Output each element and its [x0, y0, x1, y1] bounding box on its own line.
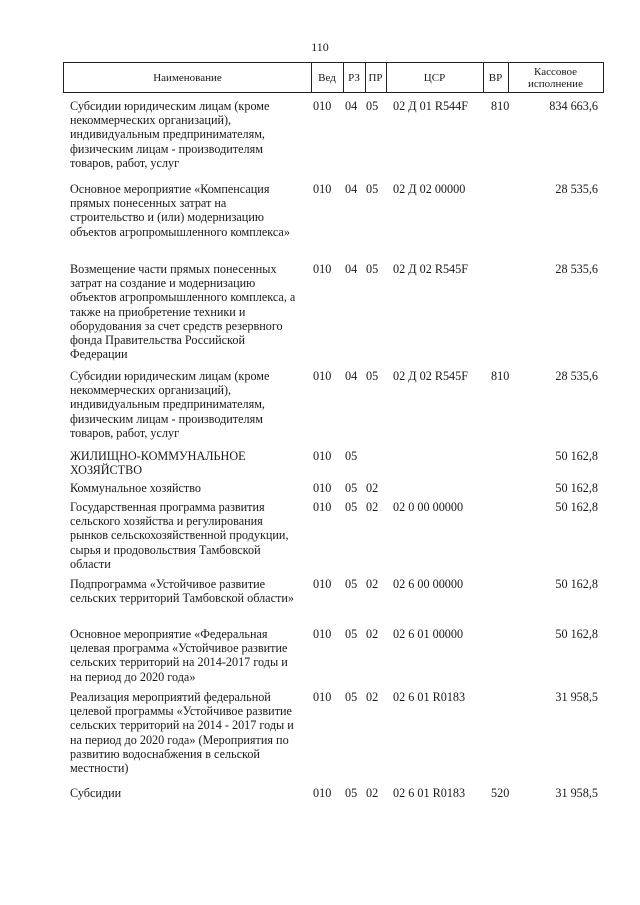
row-csr: 02 Д 02 R545F: [393, 369, 469, 383]
row-rz: 05: [345, 500, 358, 514]
header-name: Наименование: [64, 63, 312, 92]
header-pr: ПР: [365, 63, 387, 92]
page-number: 110: [311, 40, 329, 54]
row-name: Основное мероприятие «Компенсация прямых понесенных затрат на строительство и (или) модернизацию объектов агропромышленного комплекса»: [70, 182, 290, 239]
row-pr: 02: [366, 627, 379, 641]
row-ved: 010: [313, 182, 332, 196]
row-rz: 04: [345, 182, 358, 196]
table-header: [63, 62, 604, 93]
row-pr: 02: [366, 577, 379, 591]
header-amount: Кассовое исполнение: [528, 65, 583, 90]
row-amount: 834 663,6: [549, 99, 598, 113]
row-rz: 04: [345, 369, 358, 383]
row-csr: 02 0 00 00000: [393, 500, 464, 514]
row-amount: 50 162,8: [555, 449, 598, 463]
row-ved: 010: [313, 786, 332, 800]
row-name: Коммунальное хозяйство: [70, 481, 201, 495]
row-rz: 05: [345, 577, 358, 591]
row-ved: 010: [313, 481, 332, 495]
header-ved: Вед: [311, 63, 344, 92]
row-amount: 28 535,6: [555, 182, 598, 196]
row-pr: 05: [366, 182, 379, 196]
row-amount: 28 535,6: [555, 369, 598, 383]
row-amount: 31 958,5: [555, 786, 598, 800]
row-ved: 010: [313, 690, 332, 704]
row-name: Субсидии юридическим лицам (кроме некоммерческих организаций), индивидуальным предпринимателям, физическим лицам - производителям товаров, работ, услуг: [70, 369, 270, 440]
row-name: Субсидии: [70, 786, 122, 800]
row-rz: 05: [345, 690, 358, 704]
row-csr: 02 Д 02 R545F: [393, 262, 469, 276]
row-ved: 010: [313, 369, 332, 383]
row-pr: 05: [366, 99, 379, 113]
row-ved: 010: [313, 449, 332, 463]
row-pr: 05: [366, 262, 379, 276]
header-rz: РЗ: [343, 63, 366, 92]
header-csr: ЦСР: [386, 63, 484, 92]
row-csr: 02 Д 02 00000: [393, 182, 466, 196]
header-vr: ВР: [483, 63, 509, 92]
row-pr: 02: [366, 690, 379, 704]
row-name: Субсидии юридическим лицам (кроме некоммерческих организаций), индивидуальным предпринимателям, физическим лицам - производителям товаров, работ, услуг: [70, 99, 270, 170]
row-amount: 31 958,5: [555, 690, 598, 704]
row-ved: 010: [313, 577, 332, 591]
row-name: Возмещение части прямых понесенных затрат на создание и модернизацию объектов агропромышленного комплекса, а также на приобретение техники и оборудования за счет средств резервного фонда Правительства Российской Федерации: [70, 262, 296, 362]
row-amount: 50 162,8: [555, 500, 598, 514]
row-ved: 010: [313, 99, 332, 113]
row-rz: 05: [345, 449, 358, 463]
row-name: ЖИЛИЩНО-КОММУНАЛЬНОЕ ХОЗЯЙСТВО: [70, 449, 246, 478]
row-rz: 04: [345, 262, 358, 276]
row-rz: 05: [345, 481, 358, 495]
row-amount: 50 162,8: [555, 481, 598, 495]
row-amount: 28 535,6: [555, 262, 598, 276]
row-amount: 50 162,8: [555, 577, 598, 591]
row-csr: 02 6 00 00000: [393, 577, 464, 591]
row-rz: 05: [345, 627, 358, 641]
row-amount: 50 162,8: [555, 627, 598, 641]
row-rz: 05: [345, 786, 358, 800]
row-vr: 810: [491, 99, 510, 113]
row-csr: 02 6 01 R0183: [393, 786, 466, 800]
row-pr: 02: [366, 500, 379, 514]
row-csr: 02 6 01 R0183: [393, 690, 466, 704]
row-ved: 010: [313, 627, 332, 641]
row-vr: 520: [491, 786, 510, 800]
row-pr: 02: [366, 786, 379, 800]
row-vr: 810: [491, 369, 510, 383]
row-pr: 05: [366, 369, 379, 383]
row-csr: 02 Д 01 R544F: [393, 99, 469, 113]
row-pr: 02: [366, 481, 379, 495]
row-rz: 04: [345, 99, 358, 113]
row-name: Государственная программа развития сельского хозяйства и регулирования рынков сельскохозяйственной продукции, сырья и продовольствия Тамбовской области: [70, 500, 289, 571]
row-ved: 010: [313, 262, 332, 276]
row-ved: 010: [313, 500, 332, 514]
row-name: Реализация мероприятий федеральной целевой программы «Устойчивое развитие сельских территорий на 2014 - 2017 годы и на период до 2020 года» (Мероприятия по развитию водоснабжения в сельской местности): [70, 690, 294, 776]
row-name: Подпрограмма «Устойчивое развитие сельских территорий Тамбовской области»: [70, 577, 294, 606]
row-name: Основное мероприятие «Федеральная целевая программа «Устойчивое развитие сельских территорий на 2014-2017 годы и на период до 2020 года»: [70, 627, 288, 684]
row-csr: 02 6 01 00000: [393, 627, 464, 641]
